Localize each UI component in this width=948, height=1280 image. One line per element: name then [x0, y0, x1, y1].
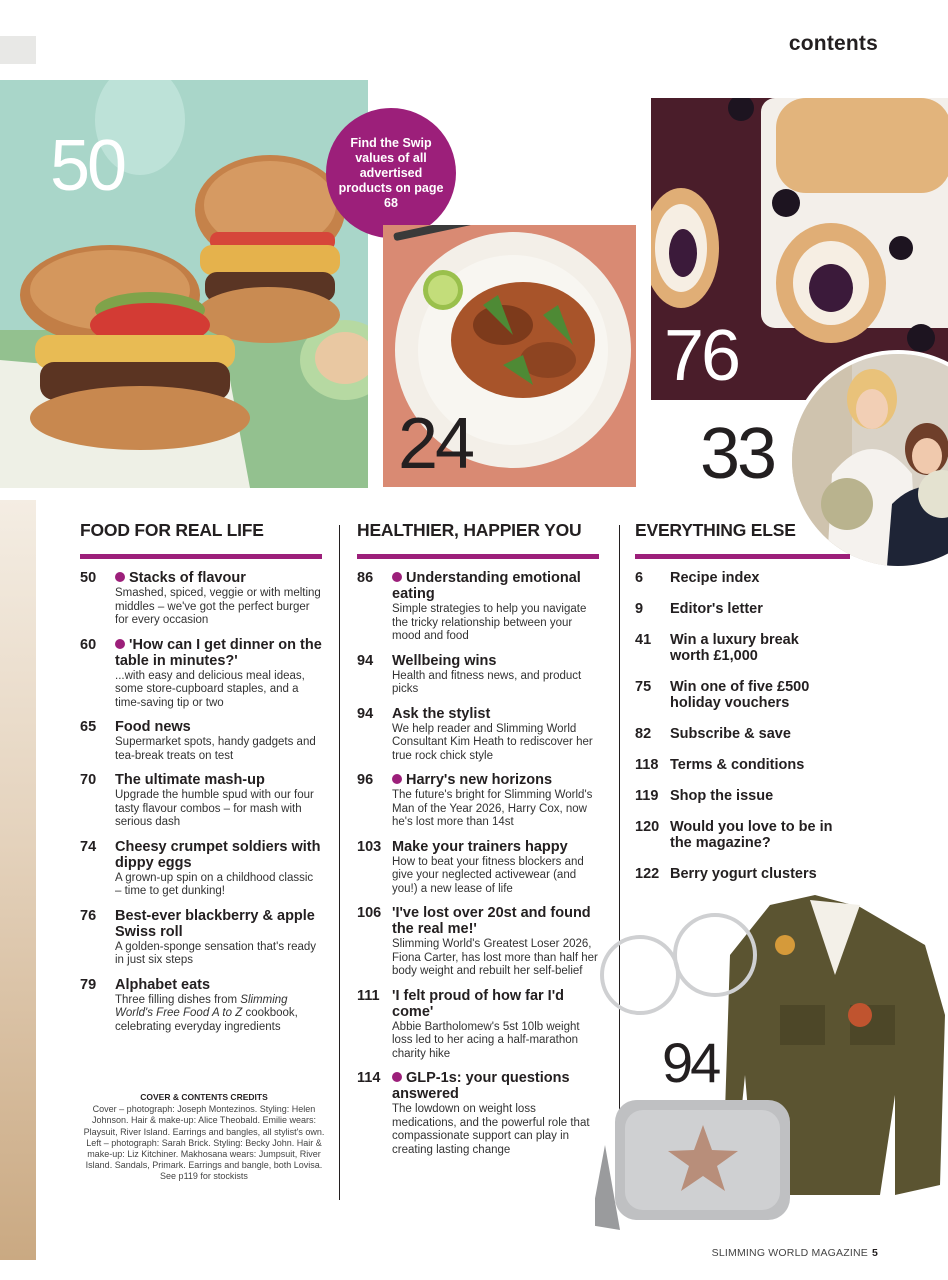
- healthier-happier-you-column: [357, 520, 599, 1166]
- entry-description: Slimming World's Greatest Loser 2026, Fiona Carter, has lost more than half her body weight and rebuilt her self-belief: [392, 938, 598, 977]
- entry-title: Best-ever blackberry & apple Swiss roll: [115, 907, 315, 940]
- entry-description: ...with easy and delicious meal ideas, some store-cupboard staples, and a time-saving tip or two: [115, 669, 305, 709]
- top-left-photo-strip: [0, 36, 36, 64]
- toc-entry[interactable]: [357, 772, 599, 830]
- feature-dot-icon: [392, 1072, 402, 1082]
- entry-title: Shop the issue: [670, 788, 774, 804]
- toc-entry[interactable]: [635, 632, 895, 664]
- entry-page: 106: [357, 905, 382, 921]
- toc-entry[interactable]: [357, 1070, 599, 1157]
- entry-title: Alphabet eats: [115, 976, 211, 993]
- entry-title: 'I've lost over 20st and found the real me!': [392, 905, 591, 937]
- footer-page-number: 5: [871, 1247, 878, 1259]
- magazine-name: SLIMMING WORLD MAGAZINE: [711, 1247, 868, 1259]
- page-title: contents: [788, 32, 878, 55]
- entry-description: How to beat your fitness blockers and give your neglected activewear (and you!) a new lease of life: [392, 855, 584, 895]
- entry-page: 70: [80, 772, 97, 788]
- toc-entry[interactable]: [80, 719, 322, 763]
- entry-page: 118: [635, 757, 659, 773]
- page-number-94: 94: [662, 1031, 719, 1094]
- credits-title: COVER & CONTENTS CREDITS: [140, 1092, 268, 1102]
- entry-page: 41: [635, 632, 652, 648]
- entry-description: The lowdown on weight loss medications, and the powerful role that compassionate support can play in creating lasting change: [392, 1103, 590, 1156]
- page-number-33: 33: [700, 414, 775, 494]
- entry-title: The ultimate mash-up: [115, 772, 265, 788]
- feature-dot-icon: [392, 572, 402, 582]
- entry-page: 82: [635, 726, 652, 742]
- swip-values-badge: Find the Swip values of all advertised products on page 68: [326, 108, 456, 238]
- entry-title: 'I felt proud of how far I'd come': [392, 987, 565, 1020]
- toc-entry[interactable]: [80, 772, 322, 830]
- section-rule: [80, 554, 322, 559]
- section-rule: [635, 554, 850, 559]
- section-rule: [357, 554, 599, 559]
- entry-title: 'How can I get dinner on the table in minutes?': [115, 636, 322, 669]
- toc-entry[interactable]: [635, 866, 895, 882]
- toc-entry[interactable]: [80, 570, 322, 628]
- entry-title: Food news: [115, 719, 191, 735]
- entry-description: A grown-up spin on a childhood classic – time to get dunking!: [115, 871, 314, 897]
- column-divider: [339, 525, 340, 1200]
- entry-title: Cheesy crumpet soldiers with dippy eggs: [115, 838, 321, 871]
- toc-entry[interactable]: [635, 819, 895, 851]
- entry-description: Upgrade the humble spud with our four tasty flavour combos – for mash with serious dash: [115, 789, 314, 828]
- entry-page: 103: [357, 838, 382, 855]
- entry-page: 75: [635, 679, 652, 695]
- entry-title: Win a luxury break worth £1,000: [670, 632, 799, 664]
- entry-description: The future's bright for Slimming World's Man of the Year 2026, Harry Cox, now he's lost more than 14st: [392, 789, 593, 828]
- entry-page: 111: [357, 987, 380, 1004]
- entry-description: Simple strategies to help you navigate the tricky relationship between your mood and food: [392, 603, 587, 642]
- left-edge-photo-strip: [0, 500, 36, 1260]
- entry-page: 50: [80, 570, 97, 586]
- toc-entry[interactable]: [80, 977, 322, 1035]
- entry-page: 94: [357, 705, 374, 722]
- entry-page: 86: [357, 570, 374, 586]
- entry-description: Supermarket spots, handy gadgets and tea-break treats on test: [115, 736, 316, 762]
- everything-else-column: [635, 520, 895, 897]
- entry-title: Berry yogurt clusters: [670, 866, 817, 882]
- entry-title: Recipe index: [670, 570, 760, 586]
- page-footer: [712, 1247, 878, 1259]
- fashion-accessories-photo: [595, 895, 948, 1240]
- entry-description: Three filling dishes from Slimming World's Free Food A to Z cookbook, celebrating everyday ingredients: [115, 993, 298, 1033]
- credits-text: Cover – photograph: Joseph Montezinos. Styling: Helen Johnson. Hair & make-up: Alice Theobald. Emilie wears: Playsuit, River Island. Earrings and bangles, all stylist's own. Left – photograph: Sarah Brick. Styling: Becky John. Hair & make-up: Liz Kitchiner. Makhosana wears: Jumpsuit, River Island. Sandals, Primark. Earrings and bangle, both Lovisa. See p119 for stockists: [83, 1104, 325, 1182]
- toc-entry[interactable]: [635, 757, 895, 773]
- section-heading: FOOD FOR REAL LIFE: [80, 520, 264, 540]
- toc-entry[interactable]: [635, 726, 895, 742]
- toc-entry[interactable]: [357, 570, 599, 644]
- entry-page: 114: [357, 1070, 381, 1086]
- entry-page: 120: [635, 819, 660, 835]
- food-for-real-life-column: [80, 520, 322, 1043]
- entry-description: Smashed, spiced, veggie or with melting middles – we've got the perfect burger for every occasion: [115, 587, 321, 626]
- entry-description: We help reader and Slimming World Consultant Kim Heath to rediscover her true rock chick style: [392, 722, 593, 762]
- entry-title: Subscribe & save: [670, 726, 791, 742]
- entry-title: Ask the stylist: [392, 705, 491, 722]
- entry-page: 65: [80, 719, 97, 735]
- entry-title: Harry's new horizons: [406, 772, 553, 788]
- entry-description: A golden-sponge sensation that's ready in just six steps: [115, 940, 317, 966]
- entry-page: 96: [357, 772, 374, 788]
- toc-entry[interactable]: [80, 908, 322, 968]
- entry-description: Abbie Bartholomew's 5st 10lb weight loss led to her acing a half-marathon charity hike: [392, 1020, 580, 1060]
- toc-entry[interactable]: [635, 679, 895, 711]
- entry-page: 76: [80, 907, 97, 924]
- entry-page: 119: [635, 788, 659, 804]
- entry-title: Would you love to be in the magazine?: [670, 819, 833, 851]
- toc-entry[interactable]: [357, 706, 599, 764]
- entry-title: Editor's letter: [670, 601, 763, 617]
- entry-page: 122: [635, 866, 660, 882]
- entry-page: 6: [635, 570, 644, 586]
- toc-entry[interactable]: [635, 788, 895, 804]
- entry-title: Make your trainers happy: [392, 838, 568, 855]
- toc-entry[interactable]: [80, 637, 322, 711]
- entry-page: 94: [357, 652, 374, 669]
- entry-title: Terms & conditions: [670, 757, 805, 773]
- section-heading: HEALTHIER, HAPPIER YOU: [357, 520, 582, 540]
- toc-entry[interactable]: [635, 570, 895, 586]
- entry-page: 79: [80, 976, 97, 993]
- entry-page: 60: [80, 636, 97, 653]
- entry-title: Understanding emotional eating: [392, 570, 581, 602]
- toc-entry[interactable]: [80, 839, 322, 899]
- entry-title: Wellbeing wins: [392, 652, 497, 669]
- section-heading: EVERYTHING ELSE: [635, 520, 796, 540]
- entry-title: Stacks of flavour: [129, 570, 246, 586]
- feature-dot-icon: [392, 774, 402, 784]
- page-number-76: 76: [664, 316, 739, 396]
- cover-credits: [80, 1092, 328, 1183]
- entry-title: Win one of five £500 holiday vouchers: [670, 679, 810, 711]
- toc-entry[interactable]: [635, 601, 895, 617]
- entry-title: GLP-1s: your questions answered: [392, 1070, 570, 1102]
- toc-entry[interactable]: [357, 905, 599, 979]
- entry-page: 74: [80, 838, 97, 855]
- toc-entry[interactable]: [357, 988, 599, 1062]
- feature-dot-icon: [115, 572, 125, 582]
- entry-description: Health and fitness news, and product picks: [392, 669, 582, 695]
- feature-dot-icon: [115, 639, 125, 649]
- page-number-50: 50: [50, 126, 125, 206]
- toc-entry[interactable]: [357, 653, 599, 697]
- page-number-24: 24: [398, 404, 473, 484]
- entry-page: 9: [635, 601, 644, 617]
- toc-entry[interactable]: [357, 839, 599, 897]
